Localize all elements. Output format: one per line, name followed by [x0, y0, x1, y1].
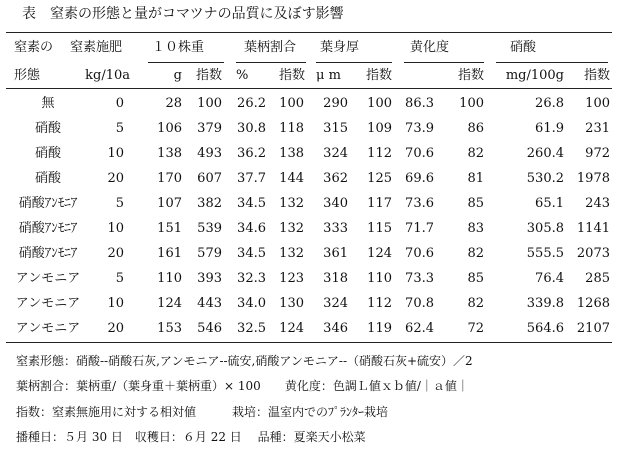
yellowing-underline: [404, 62, 484, 63]
cell-weight-g: 106: [157, 121, 182, 136]
header-index-yellowing: 指数: [457, 68, 484, 83]
cell-thickness-um: 340: [323, 196, 348, 211]
header-unit-um: μ m: [316, 68, 341, 83]
cell-yellowing-index: 85: [467, 271, 484, 286]
cell-weight-index: 607: [197, 171, 222, 186]
cell-thickness-index: 100: [367, 96, 392, 111]
cell-yellowing: 70.6: [405, 146, 434, 161]
header-nitrogen-form: 窒素の: [14, 40, 54, 55]
cell-weight-index: 443: [197, 296, 222, 311]
cell-form: 硝酸: [34, 146, 61, 161]
cell-weight-index: 100: [197, 96, 222, 111]
cell-petiole-pct: 34.0: [237, 296, 266, 311]
cell-weight-g: 110: [157, 271, 182, 286]
cell-weight-index: 493: [197, 146, 222, 161]
cell-nitrate-mg: 260.4: [526, 146, 564, 161]
header-thickness: 葉身厚: [320, 40, 360, 55]
cell-weight-g: 107: [157, 196, 182, 211]
cell-weight-index: 539: [197, 221, 222, 236]
cell-nitrate-index: 972: [585, 146, 610, 161]
cell-petiole-pct: 37.7: [237, 171, 266, 186]
cell-weight-index: 546: [197, 321, 222, 336]
cell-nitrate-mg: 76.4: [535, 271, 564, 286]
cell-nitrate-mg: 339.8: [526, 296, 564, 311]
cell-nitrate-index: 1141: [576, 221, 610, 236]
cell-nitrate-index: 243: [585, 196, 610, 211]
cell-nitrate-mg: 305.8: [526, 221, 564, 236]
cell-weight-g: 151: [157, 221, 182, 236]
cell-thickness-index: 125: [367, 171, 392, 186]
cell-yellowing-index: 81: [467, 171, 484, 186]
note-dates-variety: 播種日：５月 30 日 収穫日：６月 22 日 品種：夏楽天小松菜: [16, 430, 366, 444]
cell-nitrate-mg: 26.8: [535, 96, 564, 111]
cell-weight-g: 138: [157, 146, 182, 161]
header-rule: [6, 88, 612, 89]
header-unit-g: g: [173, 68, 182, 83]
cell-weight-index: 382: [197, 196, 222, 211]
cell-nitrate-index: 2073: [576, 246, 610, 261]
cell-form: アンモニア: [15, 296, 81, 311]
cell-yellowing: 70.6: [405, 246, 434, 261]
header-petiole: 葉柄割合: [244, 40, 297, 55]
cell-yellowing: 86.3: [405, 96, 434, 111]
cell-thickness-um: 315: [323, 121, 348, 136]
header-index-petiole: 指数: [278, 68, 305, 83]
cell-petiole-index: 100: [279, 96, 304, 111]
header-yellowing: 黄化度: [410, 40, 450, 55]
cell-kg: 10: [107, 296, 124, 311]
header-index-thickness: 指数: [365, 68, 392, 83]
header-unit-mg: mg/100g: [505, 68, 564, 83]
cell-petiole-pct: 34.6: [237, 221, 266, 236]
cell-yellowing: 73.9: [405, 121, 434, 136]
cell-petiole-index: 118: [279, 121, 304, 136]
cell-yellowing: 69.6: [405, 171, 434, 186]
cell-petiole-pct: 32.3: [237, 271, 266, 286]
cell-thickness-um: 362: [323, 171, 348, 186]
cell-weight-g: 170: [157, 171, 182, 186]
cell-nitrate-mg: 564.6: [526, 321, 564, 336]
cell-thickness-index: 109: [367, 121, 392, 136]
petiole-underline: [236, 62, 306, 63]
cell-thickness-um: 290: [323, 96, 348, 111]
cell-weight-index: 379: [197, 121, 222, 136]
cell-kg: 20: [107, 246, 124, 261]
cell-yellowing: 71.7: [405, 221, 434, 236]
cell-thickness-um: 361: [323, 246, 348, 261]
cell-nitrate-index: 100: [585, 96, 610, 111]
cell-yellowing-index: 83: [467, 221, 484, 236]
cell-nitrate-mg: 530.2: [526, 171, 564, 186]
cell-yellowing-index: 85: [467, 196, 484, 211]
header-unit-kg: kg/10a: [85, 68, 130, 83]
header-index-nitrate: 指数: [583, 68, 610, 83]
cell-petiole-index: 144: [279, 171, 304, 186]
cell-form: 硝酸ｱﾝﾓﾆｱ: [18, 221, 78, 236]
cell-yellowing: 73.6: [405, 196, 434, 211]
cell-thickness-index: 112: [367, 296, 392, 311]
cell-thickness-index: 112: [367, 146, 392, 161]
cell-yellowing-index: 82: [467, 246, 484, 261]
cell-yellowing: 70.8: [405, 296, 434, 311]
cell-petiole-pct: 34.5: [237, 196, 266, 211]
cell-nitrate-index: 1268: [576, 296, 610, 311]
cell-kg: 10: [107, 221, 124, 236]
cell-thickness-um: 346: [323, 321, 348, 336]
cell-yellowing-index: 100: [459, 96, 484, 111]
cell-thickness-um: 324: [323, 146, 348, 161]
cell-yellowing-index: 72: [467, 321, 484, 336]
cell-kg: 10: [107, 146, 124, 161]
cell-yellowing-index: 82: [467, 146, 484, 161]
cell-petiole-pct: 34.5: [237, 246, 266, 261]
cell-yellowing: 73.3: [405, 271, 434, 286]
cell-yellowing-index: 86: [467, 121, 484, 136]
cell-thickness-index: 115: [367, 221, 392, 236]
cell-form: 無: [41, 96, 55, 111]
cell-weight-g: 124: [157, 296, 182, 311]
cell-weight-index: 579: [197, 246, 222, 261]
cell-nitrate-index: 2107: [576, 321, 610, 336]
header-index-weight: 指数: [195, 68, 222, 83]
cell-nitrate-mg: 61.9: [535, 121, 564, 136]
cell-thickness-um: 318: [323, 271, 348, 286]
cell-petiole-pct: 30.8: [237, 121, 266, 136]
cell-petiole-pct: 32.5: [237, 321, 266, 336]
header-unit-pct: %: [236, 68, 249, 83]
cell-petiole-index: 132: [279, 246, 304, 261]
cell-kg: 5: [115, 121, 124, 136]
cell-petiole-index: 132: [279, 221, 304, 236]
cell-petiole-pct: 26.2: [237, 96, 266, 111]
cell-nitrate-index: 285: [585, 271, 610, 286]
cell-kg: 5: [115, 196, 124, 211]
top-rule: [6, 32, 612, 33]
cell-nitrate-index: 1978: [576, 171, 610, 186]
cell-thickness-index: 110: [367, 271, 392, 286]
cell-nitrate-mg: 65.1: [535, 196, 564, 211]
cell-petiole-index: 124: [279, 321, 304, 336]
cell-thickness-index: 124: [367, 246, 392, 261]
cell-petiole-index: 132: [279, 196, 304, 211]
note-petiole-yellowing: 葉柄割合：葉柄重/（葉身重＋葉柄重）× 100 黄化度：色調Ｌ値ｘｂ値/｜ａ値｜: [16, 379, 469, 393]
header-weight: １０株重: [152, 40, 205, 55]
cell-form: アンモニア: [15, 271, 81, 286]
cell-weight-g: 161: [157, 246, 182, 261]
cell-form: 硝酸: [34, 171, 61, 186]
cell-form: アンモニア: [15, 321, 81, 336]
cell-petiole-pct: 36.2: [237, 146, 266, 161]
cell-form: 硝酸: [34, 121, 61, 136]
cell-kg: 20: [107, 321, 124, 336]
cell-thickness-index: 119: [367, 321, 392, 336]
cell-kg: 5: [115, 271, 124, 286]
cell-yellowing: 62.4: [405, 321, 434, 336]
cell-petiole-index: 123: [279, 271, 304, 286]
nitrate-underline: [496, 62, 608, 63]
cell-weight-g: 153: [157, 321, 182, 336]
title-prefix: 表: [22, 6, 36, 22]
note-index-cultivation: 指数：窒素無施用に対する相対値 栽培：温室内でのﾌﾟﾗﾝﾀｰ栽培: [16, 405, 389, 419]
note-nitrogen-forms: 窒素形態：硝酸--硝酸石灰,アンモニア--硫安,硝酸アンモニア--（硝酸石灰+硫安）／2: [16, 354, 473, 368]
cell-petiole-index: 138: [279, 146, 304, 161]
cell-nitrate-mg: 555.5: [526, 246, 564, 261]
bottom-rule: [6, 342, 612, 343]
cell-thickness-um: 324: [323, 296, 348, 311]
weight-underline: [148, 62, 224, 63]
table-title: [22, 3, 344, 23]
title-text: 窒素の形態と量がコマツナの品質に及ぼす影響: [50, 6, 344, 22]
thickness-underline: [316, 62, 392, 63]
cell-thickness-um: 333: [323, 221, 348, 236]
cell-nitrate-index: 231: [585, 121, 610, 136]
cell-form: 硝酸ｱﾝﾓﾆｱ: [18, 196, 78, 211]
cell-kg: 0: [115, 96, 124, 111]
cell-weight-g: 28: [165, 96, 182, 111]
header-nitrate: 硝酸: [510, 40, 537, 55]
cell-form: 硝酸ｱﾝﾓﾆｱ: [18, 246, 78, 261]
cell-yellowing-index: 82: [467, 296, 484, 311]
cell-thickness-index: 117: [367, 196, 392, 211]
cell-weight-index: 393: [197, 271, 222, 286]
cell-petiole-index: 130: [279, 296, 304, 311]
header-fertilizer: 窒素施肥: [70, 40, 123, 55]
cell-kg: 20: [107, 171, 124, 186]
header-form: 形態: [14, 68, 41, 83]
